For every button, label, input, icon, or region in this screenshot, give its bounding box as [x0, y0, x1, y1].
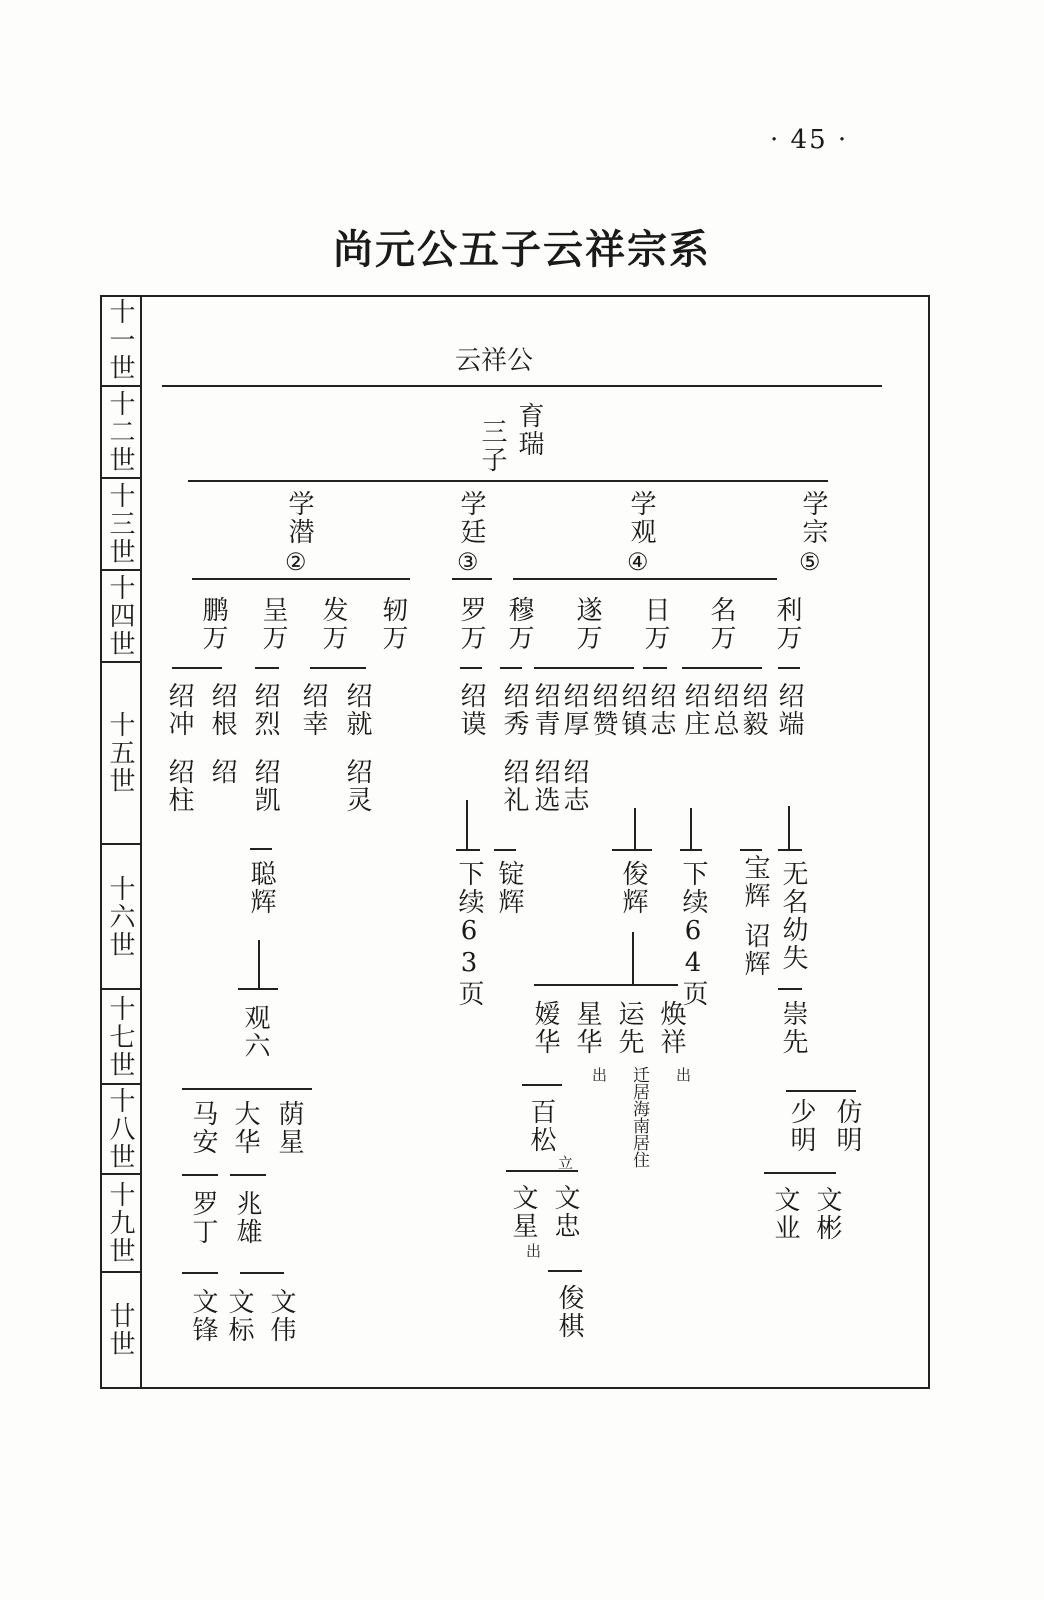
connector-line: [534, 667, 634, 669]
person-riwan: 日万: [640, 596, 670, 652]
person-guanliu: 观六: [240, 1004, 270, 1060]
connector-line: [452, 578, 492, 580]
person-chongxian: 崇先: [778, 1000, 808, 1056]
person-fangming: 仿明: [832, 1098, 862, 1154]
person-shaozong: 绍总: [709, 682, 739, 738]
gen-cell-12: [100, 387, 140, 479]
person-shaoxing: 绍幸: [298, 682, 328, 738]
person-luowan: 罗万: [456, 596, 486, 652]
order-mark: ③: [457, 548, 479, 576]
connector-line: [240, 1272, 284, 1274]
connector-line: [238, 988, 278, 990]
connector-line: [182, 1174, 218, 1176]
connector-line: [162, 385, 882, 387]
connector-line: [456, 849, 480, 851]
person-shaolie: 绍烈: [250, 682, 280, 738]
person-wenzhong: 文忠: [550, 1184, 580, 1240]
person-zhaoxiong: 兆雄: [232, 1190, 262, 1246]
person-conghui: 聪辉: [246, 860, 276, 916]
continued-note: 下续63页: [454, 860, 484, 1008]
connector-line: [494, 849, 516, 851]
person-shaozhu: 绍柱: [164, 758, 194, 814]
out-note: 出: [526, 1242, 542, 1260]
order-mark: ②: [285, 548, 307, 576]
root-ancestor: 云祥公: [455, 346, 534, 376]
person-luoding: 罗丁: [188, 1190, 218, 1246]
person-zhaohui: 诏辉: [740, 922, 770, 978]
connector-line: [460, 667, 482, 669]
person-wuming: 无名幼失: [778, 860, 808, 972]
connector-line: [250, 848, 272, 850]
person-xuezong: 学宗: [798, 490, 828, 546]
gen-label: 十七世: [105, 994, 135, 1079]
connector-line: [740, 849, 762, 851]
person-xueguan: 学观: [626, 490, 656, 546]
gen-label: 十八世: [105, 1087, 135, 1171]
gen-label: 廿世: [105, 1302, 135, 1358]
connector-line: [534, 984, 678, 986]
person-yinxing: 荫星: [274, 1100, 304, 1156]
person-shaoqing: 绍青: [530, 682, 560, 738]
connector-line: [788, 806, 790, 850]
connector-line: [182, 1088, 312, 1090]
sons-note: 三子: [477, 418, 507, 474]
gen-label: 十四世: [105, 574, 135, 658]
person-shaoxuan: 绍选: [530, 758, 560, 814]
gen-label: 十三世: [105, 482, 135, 566]
person-liwan: 利万: [772, 596, 802, 652]
person-baohui: 宝辉: [740, 854, 770, 910]
person-shaozhi: 绍志: [646, 682, 676, 738]
person-maan: 马安: [188, 1100, 218, 1156]
person-wenxing: 文星: [508, 1184, 538, 1240]
page-number: · 45 ·: [770, 125, 849, 155]
person-wenfeng: 文锋: [188, 1288, 218, 1344]
person-shaoli: 绍礼: [499, 758, 529, 814]
person-pengwan: 鹏万: [198, 596, 228, 652]
connector-line: [513, 578, 777, 580]
person-xueting: 学廷: [456, 490, 486, 546]
person-shaoling: 绍灵: [342, 758, 372, 814]
established-note: 立: [558, 1154, 574, 1172]
connector-line: [255, 667, 279, 669]
person-dinghui: 锭辉: [494, 860, 524, 916]
person-xueqian: 学潜: [284, 490, 314, 546]
continued-note: 下续64页: [678, 860, 708, 1008]
connector-line: [786, 1090, 856, 1092]
person-shaozhen: 绍镇: [617, 682, 647, 738]
person-suiwan: 遂万: [572, 596, 602, 652]
connector-line: [192, 578, 410, 580]
person-shao: 绍: [207, 758, 237, 786]
person-chengwan: 呈万: [258, 596, 288, 652]
gen-cell-19: [100, 1175, 140, 1273]
connector-line: [612, 849, 652, 851]
gen-cell-11: [100, 295, 140, 387]
gen-label: 十六世: [105, 874, 135, 959]
person-mingwan: 名万: [706, 596, 736, 652]
connector-line: [230, 1174, 266, 1176]
connector-line: [182, 1272, 218, 1274]
person-yunxian: 运先: [614, 1000, 644, 1056]
person-shaozhuang: 绍庄: [680, 682, 710, 738]
person-shaogen: 绍根: [207, 682, 237, 738]
person-shaokai: 绍凯: [250, 758, 280, 814]
person-shaoming: 少明: [786, 1098, 816, 1154]
gen-cell-14: [100, 571, 140, 663]
person-shaozan: 绍赞: [588, 682, 618, 738]
connector-line: [632, 932, 634, 984]
connector-line: [778, 988, 802, 990]
connector-line: [764, 1172, 836, 1174]
gen-label: 十一世: [105, 298, 135, 382]
connector-line: [310, 667, 366, 669]
connector-line: [643, 667, 667, 669]
connector-line: [548, 1270, 582, 1272]
person-shaoduan: 绍端: [774, 682, 804, 738]
connector-line: [682, 667, 762, 669]
migration-note: 迁居海南居住: [629, 1066, 649, 1168]
gen-label: 十五世: [105, 711, 135, 795]
person-wenye: 文业: [770, 1186, 800, 1242]
order-mark: ⑤: [799, 548, 821, 576]
gen-label: 十二世: [105, 390, 135, 474]
connector-line: [258, 940, 260, 988]
connector-line: [188, 480, 828, 482]
connector-line: [466, 800, 468, 850]
gen-cell-20: [100, 1273, 140, 1387]
person-baisong: 百松: [526, 1098, 556, 1154]
person-shaoxiu: 绍秀: [499, 682, 529, 738]
person-shaomo: 绍谟: [456, 682, 486, 738]
connector-line: [506, 1170, 578, 1172]
person-wenwei: 文伟: [266, 1288, 296, 1344]
person-shaochong: 绍冲: [164, 682, 194, 738]
out-note: 出: [592, 1066, 608, 1084]
person-wenbiao: 文标: [224, 1288, 254, 1344]
connector-line: [634, 808, 636, 850]
connector-line: [778, 849, 802, 851]
person-xinghua: 星华: [572, 1000, 602, 1056]
person-shaoyi: 绍毅: [738, 682, 768, 738]
person-renwan: 轫万: [378, 596, 408, 652]
generation-column: [100, 295, 142, 1389]
order-mark: ④: [627, 548, 649, 576]
out-note: 出: [676, 1066, 692, 1084]
connector-line: [172, 667, 222, 669]
connector-line: [680, 849, 702, 851]
person-wenbin: 文彬: [812, 1186, 842, 1242]
gen-cell-16: [100, 845, 140, 990]
person-dahua: 大华: [230, 1100, 260, 1156]
person-fawan: 发万: [318, 596, 348, 652]
gen-cell-15: [100, 663, 140, 845]
person-muwan: 穆万: [504, 596, 534, 652]
gen-label: 十九世: [105, 1181, 135, 1265]
gen-cell-13: [100, 479, 140, 571]
page-title: 尚元公五子云祥宗系: [333, 227, 711, 273]
connector-line: [522, 1084, 562, 1086]
connector-line: [778, 667, 800, 669]
person-shaojiu: 绍就: [342, 682, 372, 738]
connector-line: [500, 667, 522, 669]
person-junhui: 俊辉: [618, 860, 648, 916]
person-shaozhi-2: 绍志: [559, 758, 589, 814]
person-junqi: 俊棋: [554, 1284, 584, 1340]
connector-line: [690, 808, 692, 850]
person-yurui: 育瑞: [514, 402, 544, 458]
gen-cell-17: [100, 990, 140, 1085]
person-shaohou: 绍厚: [559, 682, 589, 738]
gen-cell-18: [100, 1085, 140, 1175]
person-aihua: 嫒华: [530, 1000, 560, 1056]
person-huanxiang: 焕祥: [656, 1000, 686, 1056]
